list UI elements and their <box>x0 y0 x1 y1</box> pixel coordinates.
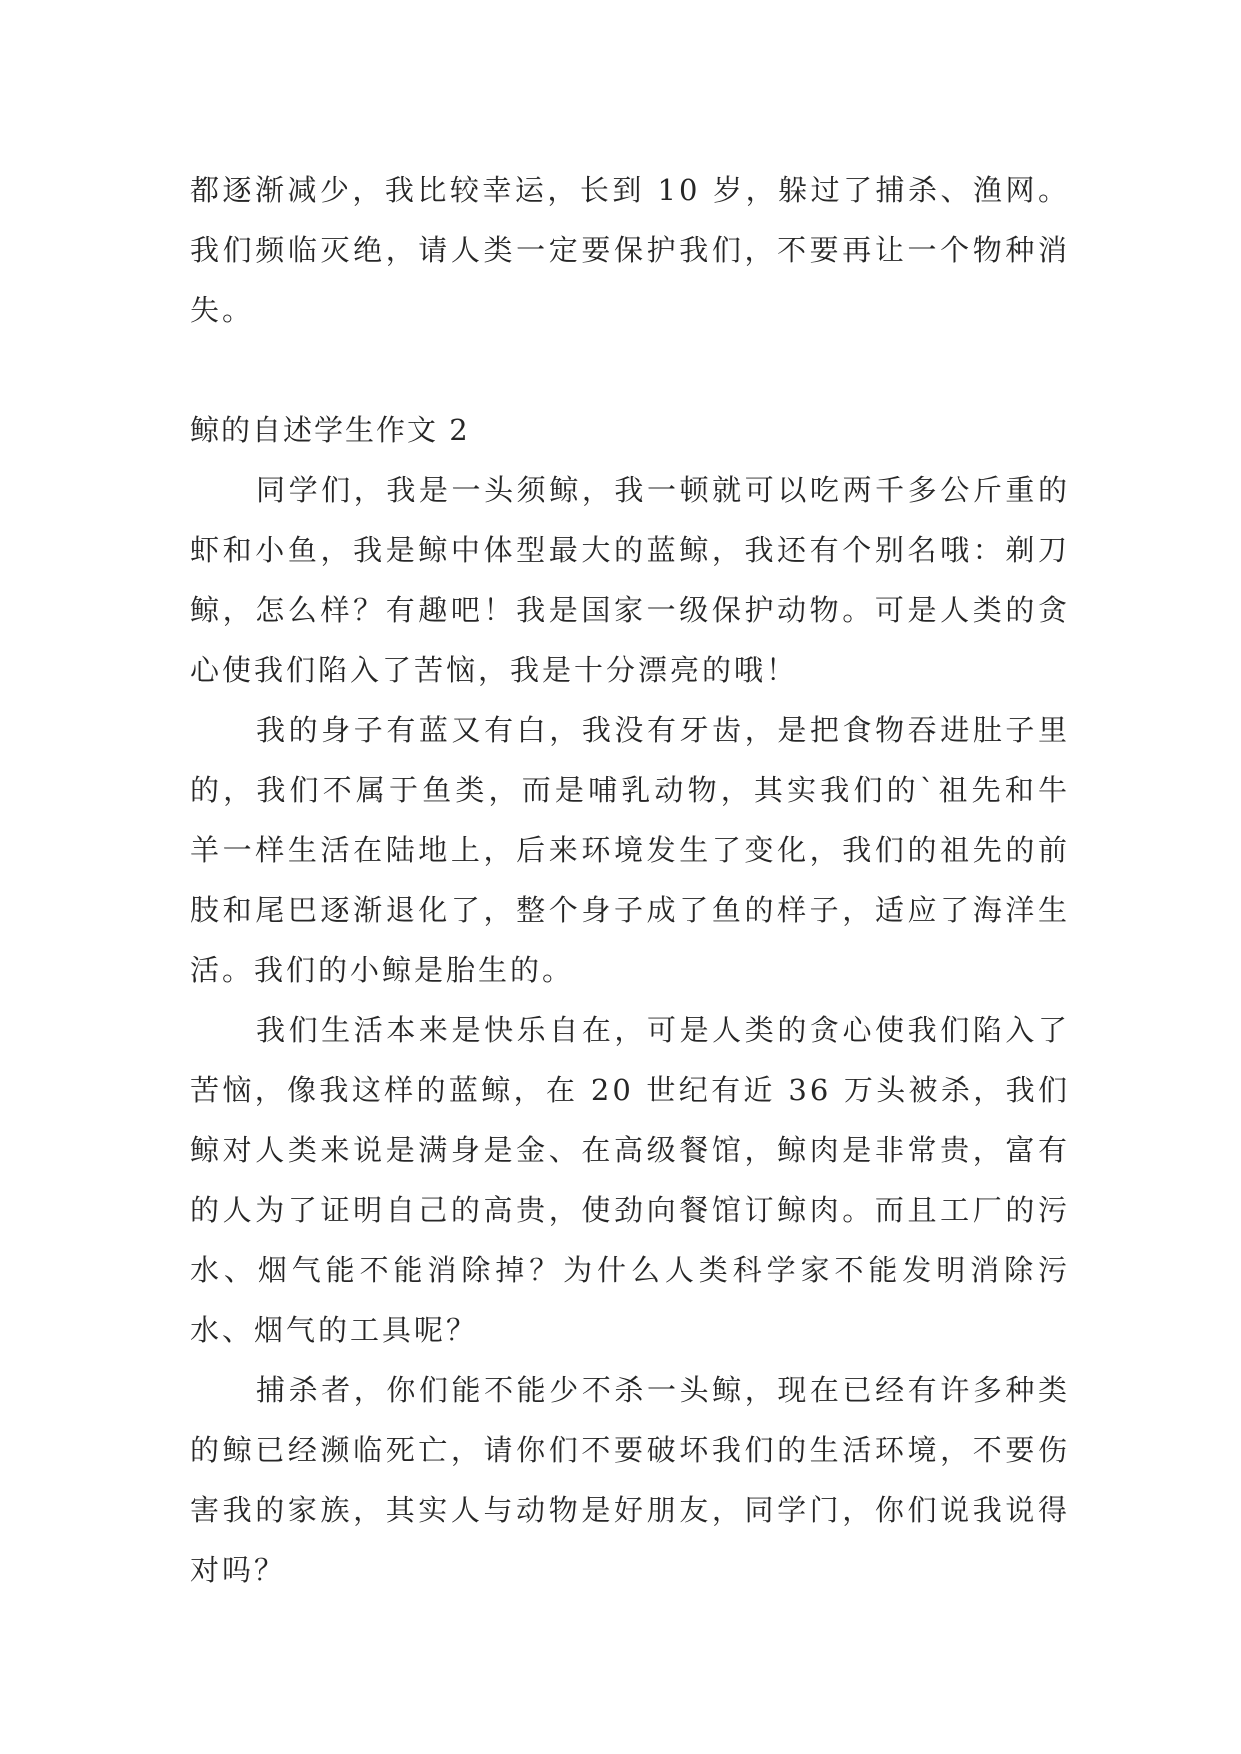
paragraph-2: 我的身子有蓝又有白，我没有牙齿，是把食物吞进肚子里的，我们不属于鱼类，而是哺乳动物，其实我们的`祖先和牛羊一样生活在陆地上，后来环境发生了变化，我们的祖先的前肢和尾巴逐渐退化了，整个身子成了鱼的样子，适应了海洋生活。我们的小鲸是胎生的。 <box>190 713 1070 987</box>
section-spacer <box>190 340 1070 400</box>
document-body <box>190 160 1070 1600</box>
continued-paragraph: 都逐渐减少，我比较幸运，长到 10 岁，躲过了捕杀、渔网。我们频临灭绝，请人类一定要保护我们，不要再让一个物种消失。 <box>190 173 1070 327</box>
section-title: 鲸的自述学生作文 2 <box>190 413 470 447</box>
paragraph-4: 捕杀者，你们能不能少不杀一头鲸，现在已经有许多种类的鲸已经濒临死亡，请你们不要破坏我们的生活环境，不要伤害我的家族，其实人与动物是好朋友，同学门，你们说我说得对吗？ <box>190 1373 1070 1587</box>
paragraph-1: 同学们，我是一头须鲸，我一顿就可以吃两千多公斤重的虾和小鱼，我是鲸中体型最大的蓝鲸，我还有个别名哦：剃刀鲸，怎么样？有趣吧！我是国家一级保护动物。可是人类的贪心使我们陷入了苦恼，我是十分漂亮的哦！ <box>190 473 1070 687</box>
paragraph-3: 我们生活本来是快乐自在，可是人类的贪心使我们陷入了苦恼，像我这样的蓝鲸，在 20 世纪有近 36 万头被杀，我们鲸对人类来说是满身是金、在高级餐馆，鲸肉是非常贵，富有的人为了证明自己的高贵，使劲向餐馆订鲸肉。而且工厂的污水、烟气能不能消除掉？为什么人类科学家不能发明消除污水、烟气的工具呢？ <box>190 1013 1070 1347</box>
